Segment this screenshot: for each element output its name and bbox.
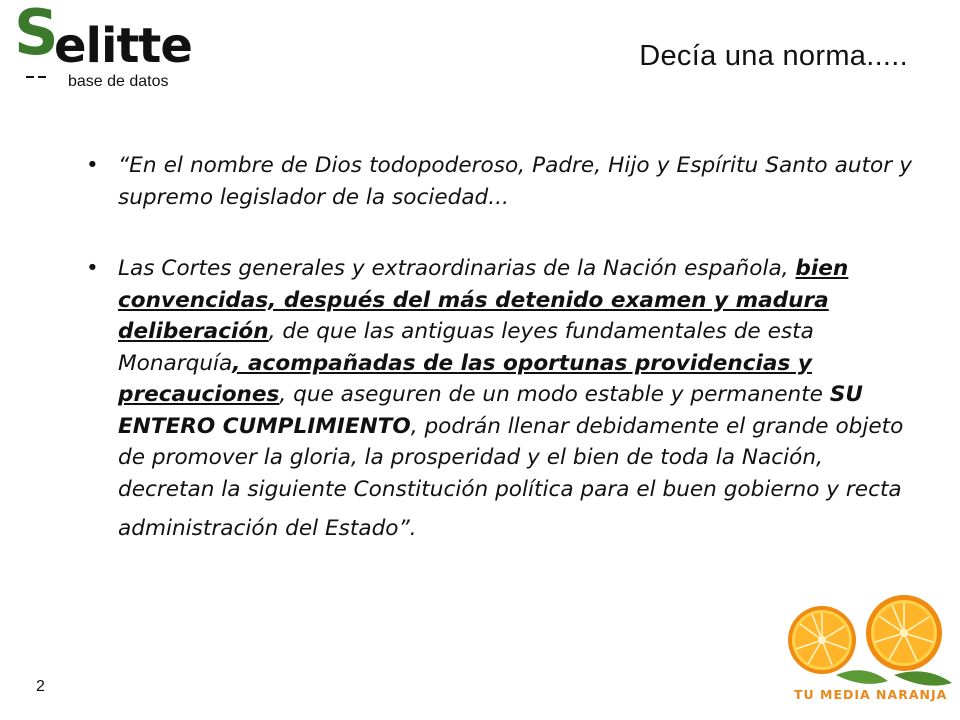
bullet-text-part: , que aseguren de un modo estable y permanente: [279, 382, 830, 407]
underlined-phrase: bien convencidas, después del más detenido examen y madura deliberación: [118, 256, 849, 344]
bullet-item: [82, 253, 912, 545]
logo-word: elitte: [54, 18, 192, 74]
logo-letter: S: [14, 0, 59, 69]
logo-mark-icon: [26, 74, 48, 84]
bullet-icon: •: [86, 256, 99, 281]
bullet-text-part: , de que las antiguas leyes fundamentales de esta Monarquía: [118, 319, 814, 376]
slide-title: Decía una norma.....: [639, 40, 908, 72]
bullet-text-part: Las Cortes generales y extraordinarias de la Nación española,: [118, 256, 796, 281]
page-number: 2: [36, 678, 45, 695]
bullet-text: “En el nombre de Dios todopoderoso, Padre, Hijo y Espíritu Santo autor y supremo legislador de la sociedad...: [118, 153, 912, 210]
bullet-icon: •: [86, 153, 99, 178]
bullet-text-part: administración del Estado”.: [118, 516, 417, 541]
bullet-list: [82, 150, 912, 545]
underlined-phrase: , acompañadas de las oportunas providencias y precauciones: [118, 350, 812, 407]
selitte-logo: [14, 0, 214, 94]
bullet-text-part: , podrán llenar debidamente el grande objeto de promover la gloria, la prosperidad y el bien de toda la Nación, decretan la siguiente Constitución política para el buen gobierno y recta: [118, 413, 904, 502]
brand-caption: TU MEDIA NARANJA: [794, 687, 948, 702]
bold-phrase: SU ENTERO CUMPLIMIENTO: [118, 382, 863, 439]
logo-subtitle: base de datos: [68, 73, 169, 90]
bullet-item: [82, 150, 912, 213]
